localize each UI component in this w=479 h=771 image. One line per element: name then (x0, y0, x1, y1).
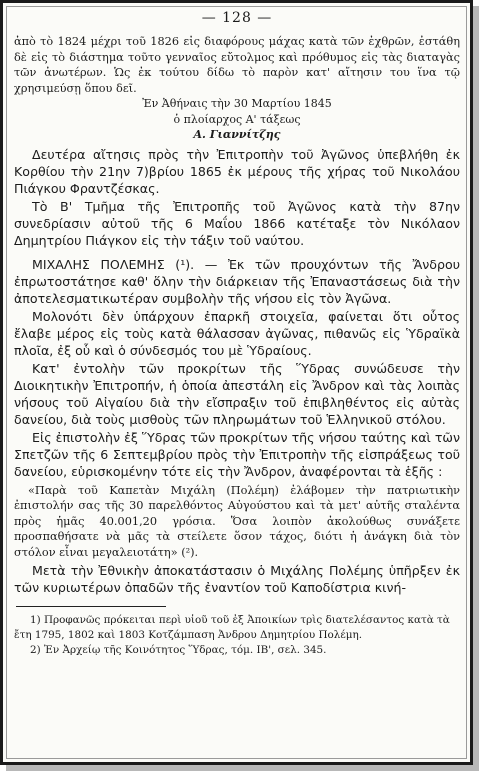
signature-rank: ὁ πλοίαρχος Α' τάξεως (173, 112, 301, 126)
signature-place-date: Ἐν Ἀθήναις τὴν 30 Μαρτίου 1845 (142, 97, 332, 110)
page-shadow-bottom (6, 765, 479, 771)
footnote: 2) Ἐν Ἀρχείῳ τῆς Κοινότητος Ὕδρας, τόμ. ΙΒ', σελ. 345. (30, 644, 327, 656)
paragraph: Τὸ Β' Τμῆμα τῆς Ἐπιτροπῆς τοῦ Ἀγῶνος κατὰ τὴν 87ην συνεδρίασιν αὐτοῦ τῆς 6 Μαΐου 1866 κατέταξε τὸν Νικόλαον Δημητρίου Πιάγκον εἰς τὴν τάξιν τοῦ ναύτου. (14, 198, 460, 248)
page-number: — 128 — (201, 10, 273, 26)
signature-block (14, 96, 460, 143)
paragraph: ΜΙΧΑΛΗΣ ΠΟΛΕΜΗΣ (¹). — Ἐκ τῶν προυχόντων τῆς Ἄνδρου ἐπρωτοστάτησε καθ' ὅλην τὴν διάρκειαν τῆς Ἐπαναστάσεως διὰ τὴν ἀποτελεσματικωτέραν συμβολὴν τῆς νήσου εἰς τὸν Ἀγῶνα. (14, 256, 460, 306)
page-shadow-right (473, 6, 479, 771)
closing-text (14, 562, 460, 596)
paragraph: Δευτέρα αἴτησις πρὸς τὴν Ἐπιτροπὴν τοῦ Ἀγῶνος ὑπεβλήθη ἐκ Κορθίου τὴν 21ην 7)βρίου 1865 ἐκ μέρους τῆς χήρας τοῦ Νικολάου Πιάγκου Φραντζέσκας. (14, 146, 460, 196)
paragraph: Μολονότι δὲν ὑπάρχουν ἐπαρκῆ στοιχεῖα, φαίνεται ὅτι οὗτος ἔλαβε μέρος εἰς τοὺς κατὰ θάλασσαν ἀγῶνας, πιθανῶς εἰς Ὑδραϊκὰ πλοῖα, ἐξ οὗ καὶ ὁ σύνδεσμός του μὲ Ὑδραίους. (14, 308, 460, 358)
quoted-letter (14, 483, 460, 561)
document-page (14, 10, 460, 658)
main-text (14, 146, 460, 480)
footnotes (14, 613, 460, 658)
footnote: 1) Προφανῶς πρόκειται περὶ υἱοῦ τοῦ ἐξ Ἀποικίων τρὶς διατελέσαντος κατὰ τὰ ἔτη 1795, 1802 καὶ 1803 Κοτζάμπαση Ἀνδρου Δημητρίου Πολέμη. (14, 614, 450, 641)
paragraph: Κατ' ἐντολὴν τῶν προκρίτων τῆς Ὕδρας συνώδευσε τὴν Διοικητικὴν Ἐπιτροπήν, ἡ ὁποία ἀπεστάλη εἰς Ἄνδρον καὶ τὰς λοιπὰς νήσους τοῦ Αἰγαίου διὰ τὴν εἴσπραξιν τοῦ ἐπιβληθέντος εἰς αὐτὰς δανείου, διὰ τοὺς μισθοὺς τῶν πληρωμάτων τοῦ Ἑλληνικοῦ στόλου. (14, 360, 460, 427)
footnote-rule (16, 606, 166, 607)
quote-text: «Παρὰ τοῦ Καπετὰν Μιχάλη (Πολέμη) ἐλάβομεν τὴν πατριωτικὴν ἐπιστολήν σας τῆς 30 παρελθόντος Αὐγούστου καὶ τὰ μετ' αὐτῆς σταλέντα πρὸς ἡμᾶς 40.001,20 γρόσια. Ὅσα λοιπὸν ἀκολούθως συνάξετε προσπαθήσατε νὰ μᾶς τὰ στείλετε ὅσον τάχος, διότι ἡ ἀνάγκη διὰ τὸν στόλον εἶναι μεγαλειοτάτη» (²). (14, 483, 460, 559)
signature-name: Α. Γιαννίτζης (193, 128, 281, 141)
paragraph: Εἰς ἐπιστολὴν ἐξ Ὕδρας τῶν προκρίτων τῆς νήσου ταύτης καὶ τῶν Σπετζῶν τῆς 6 Σεπτεμβρίου πρὸς τὴν Ἐπιτροπὴν τῆς εἰσπράξεως τοῦ δανείου, εὑρισκομένην τότε εἰς τὴν Ἄνδρον, ἀναφέρονται τὰ ἑξῆς : (14, 429, 460, 479)
intro-block (14, 34, 460, 96)
intro-paragraph: ἀπὸ τὸ 1824 μέχρι τοῦ 1826 εἰς διαφόρους μάχας κατὰ τῶν ἐχθρῶν, ἐστάθη δὲ εἰς τὸ διάστημα τοῦτο γενναῖος εὔτολμος καὶ πρόθυμος εἰς τὰς διαταγὰς τῶν ἀνωτέρων. Ὡς ἐκ τούτου δίδω τὸ παρὸν κατ' αἴτησιν του ἵνα τῷ χρησιμεύσῃ ὅπου δεῖ. (14, 35, 460, 95)
paragraph: Μετὰ τὴν Ἐθνικὴν ἀποκατάστασιν ὁ Μιχάλης Πολέμης ὑπῆρξεν ἐκ τῶν κυριωτέρων ὀπαδῶν τῆς ἐναντίον τοῦ Καποδίστρια κινή- (14, 563, 460, 595)
